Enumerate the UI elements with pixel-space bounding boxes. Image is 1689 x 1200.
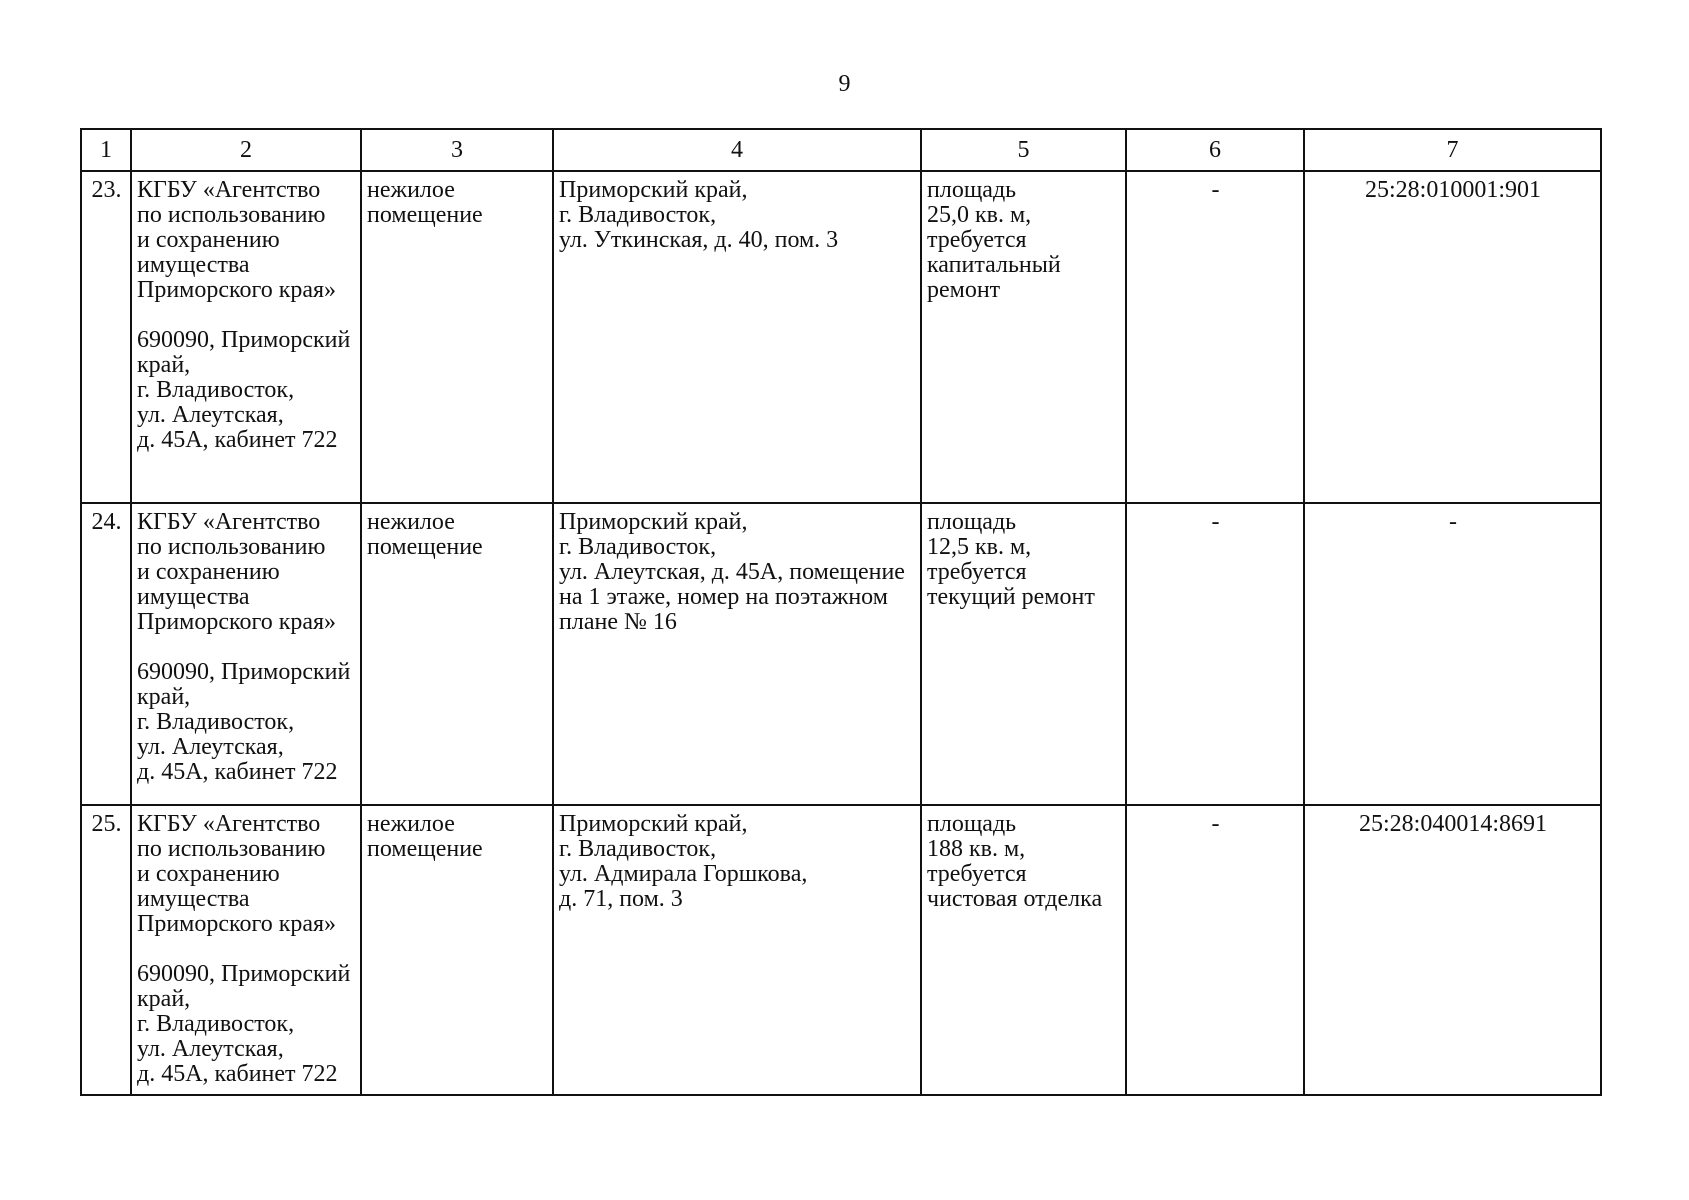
- type-line: нежилое: [367, 509, 455, 535]
- header-cell: 5: [921, 129, 1126, 171]
- holder-address-line: г. Владивосток,: [137, 377, 295, 403]
- type-line: помещение: [367, 836, 483, 862]
- holder-cell: [131, 805, 361, 1095]
- address-cell: [553, 503, 921, 805]
- property-table: [80, 128, 1602, 1096]
- holder-line: Приморского края»: [137, 277, 337, 303]
- holder-cell: [131, 171, 361, 503]
- cadastral-number-cell: 25:28:010001:901: [1304, 171, 1601, 503]
- address-line: ул. Уткинская, д. 40, пом. 3: [559, 227, 839, 253]
- characteristics-line: 12,5 кв. м,: [927, 534, 1032, 560]
- holder-address-line: ул. Алеутская,: [137, 734, 284, 760]
- header-cell: 2: [131, 129, 361, 171]
- holder-address-line: ул. Алеутская,: [137, 402, 284, 428]
- address-line: ул. Адмирала Горшкова,: [559, 861, 808, 887]
- holder-line: и сохранению: [137, 559, 280, 585]
- type-line: помещение: [367, 534, 483, 560]
- type-cell: [361, 171, 553, 503]
- holder-address-line: край,: [137, 684, 191, 710]
- holder-cell: [131, 503, 361, 805]
- characteristics-line: чистовая отделка: [927, 886, 1103, 912]
- page-number: 9: [838, 71, 851, 97]
- holder-address-line: край,: [137, 352, 191, 378]
- holder-line: имущества: [137, 252, 250, 278]
- holder-address-line: д. 45А, кабинет 722: [137, 759, 338, 785]
- column-6-cell: -: [1126, 805, 1304, 1095]
- holder-line: имущества: [137, 584, 250, 610]
- type-cell: [361, 503, 553, 805]
- header-cell: 3: [361, 129, 553, 171]
- address-line: Приморский край,: [559, 811, 748, 837]
- row-number: 24.: [81, 503, 131, 805]
- characteristics-line: ремонт: [927, 277, 1001, 303]
- holder-address-line: д. 45А, кабинет 722: [137, 1061, 338, 1087]
- address-line: Приморский край,: [559, 509, 748, 535]
- cadastral-number-cell: 25:28:040014:8691: [1304, 805, 1601, 1095]
- header-row: [81, 129, 1601, 171]
- holder-line: по использованию: [137, 534, 326, 560]
- characteristics-line: площадь: [927, 509, 1017, 535]
- address-line: д. 71, пом. 3: [559, 886, 683, 912]
- characteristics-line: требуется: [927, 559, 1027, 585]
- header-cell: 6: [1126, 129, 1304, 171]
- header-cell: 1: [81, 129, 131, 171]
- characteristics-line: 188 кв. м,: [927, 836, 1026, 862]
- holder-line: КГБУ «Агентство: [137, 177, 321, 203]
- address-line: г. Владивосток,: [559, 534, 717, 560]
- characteristics-line: требуется: [927, 227, 1027, 253]
- cadastral-number-cell: -: [1304, 503, 1601, 805]
- holder-line: Приморского края»: [137, 609, 337, 635]
- address-line: г. Владивосток,: [559, 836, 717, 862]
- holder-line: по использованию: [137, 202, 326, 228]
- type-line: помещение: [367, 202, 483, 228]
- holder-address-line: д. 45А, кабинет 722: [137, 427, 338, 453]
- holder-line: и сохранению: [137, 227, 280, 253]
- holder-line: и сохранению: [137, 861, 280, 887]
- holder-line: КГБУ «Агентство: [137, 509, 321, 535]
- holder-line: КГБУ «Агентство: [137, 811, 321, 837]
- characteristics-line: 25,0 кв. м,: [927, 202, 1032, 228]
- characteristics-line: площадь: [927, 177, 1017, 203]
- characteristics-line: текущий ремонт: [927, 584, 1095, 610]
- holder-address-line: г. Владивосток,: [137, 709, 295, 735]
- address-line: на 1 этаже, номер на поэтажном: [559, 584, 888, 610]
- address-cell: [553, 805, 921, 1095]
- characteristics-cell: [921, 503, 1126, 805]
- holder-line: имущества: [137, 886, 250, 912]
- type-line: нежилое: [367, 811, 455, 837]
- address-line: ул. Алеутская, д. 45А, помещение: [559, 559, 905, 585]
- address-cell: [553, 171, 921, 503]
- characteristics-cell: [921, 171, 1126, 503]
- holder-address-line: 690090, Приморский: [137, 961, 351, 987]
- address-line: Приморский край,: [559, 177, 748, 203]
- table-row: [81, 171, 1601, 503]
- column-6-cell: -: [1126, 503, 1304, 805]
- characteristics-line: требуется: [927, 861, 1027, 887]
- holder-address-line: край,: [137, 986, 191, 1012]
- address-line: г. Владивосток,: [559, 202, 717, 228]
- table-row: [81, 503, 1601, 805]
- holder-address-line: 690090, Приморский: [137, 659, 351, 685]
- row-number: 23.: [81, 171, 131, 503]
- address-line: плане № 16: [559, 609, 677, 635]
- row-number: 25.: [81, 805, 131, 1095]
- characteristics-line: капитальный: [927, 252, 1061, 278]
- characteristics-line: площадь: [927, 811, 1017, 837]
- header-cell: 7: [1304, 129, 1601, 171]
- holder-line: по использованию: [137, 836, 326, 862]
- header-cell: 4: [553, 129, 921, 171]
- type-cell: [361, 805, 553, 1095]
- holder-address-line: 690090, Приморский: [137, 327, 351, 353]
- holder-address-line: г. Владивосток,: [137, 1011, 295, 1037]
- holder-address-line: ул. Алеутская,: [137, 1036, 284, 1062]
- table-row: [81, 805, 1601, 1095]
- type-line: нежилое: [367, 177, 455, 203]
- holder-line: Приморского края»: [137, 911, 337, 937]
- column-6-cell: -: [1126, 171, 1304, 503]
- characteristics-cell: [921, 805, 1126, 1095]
